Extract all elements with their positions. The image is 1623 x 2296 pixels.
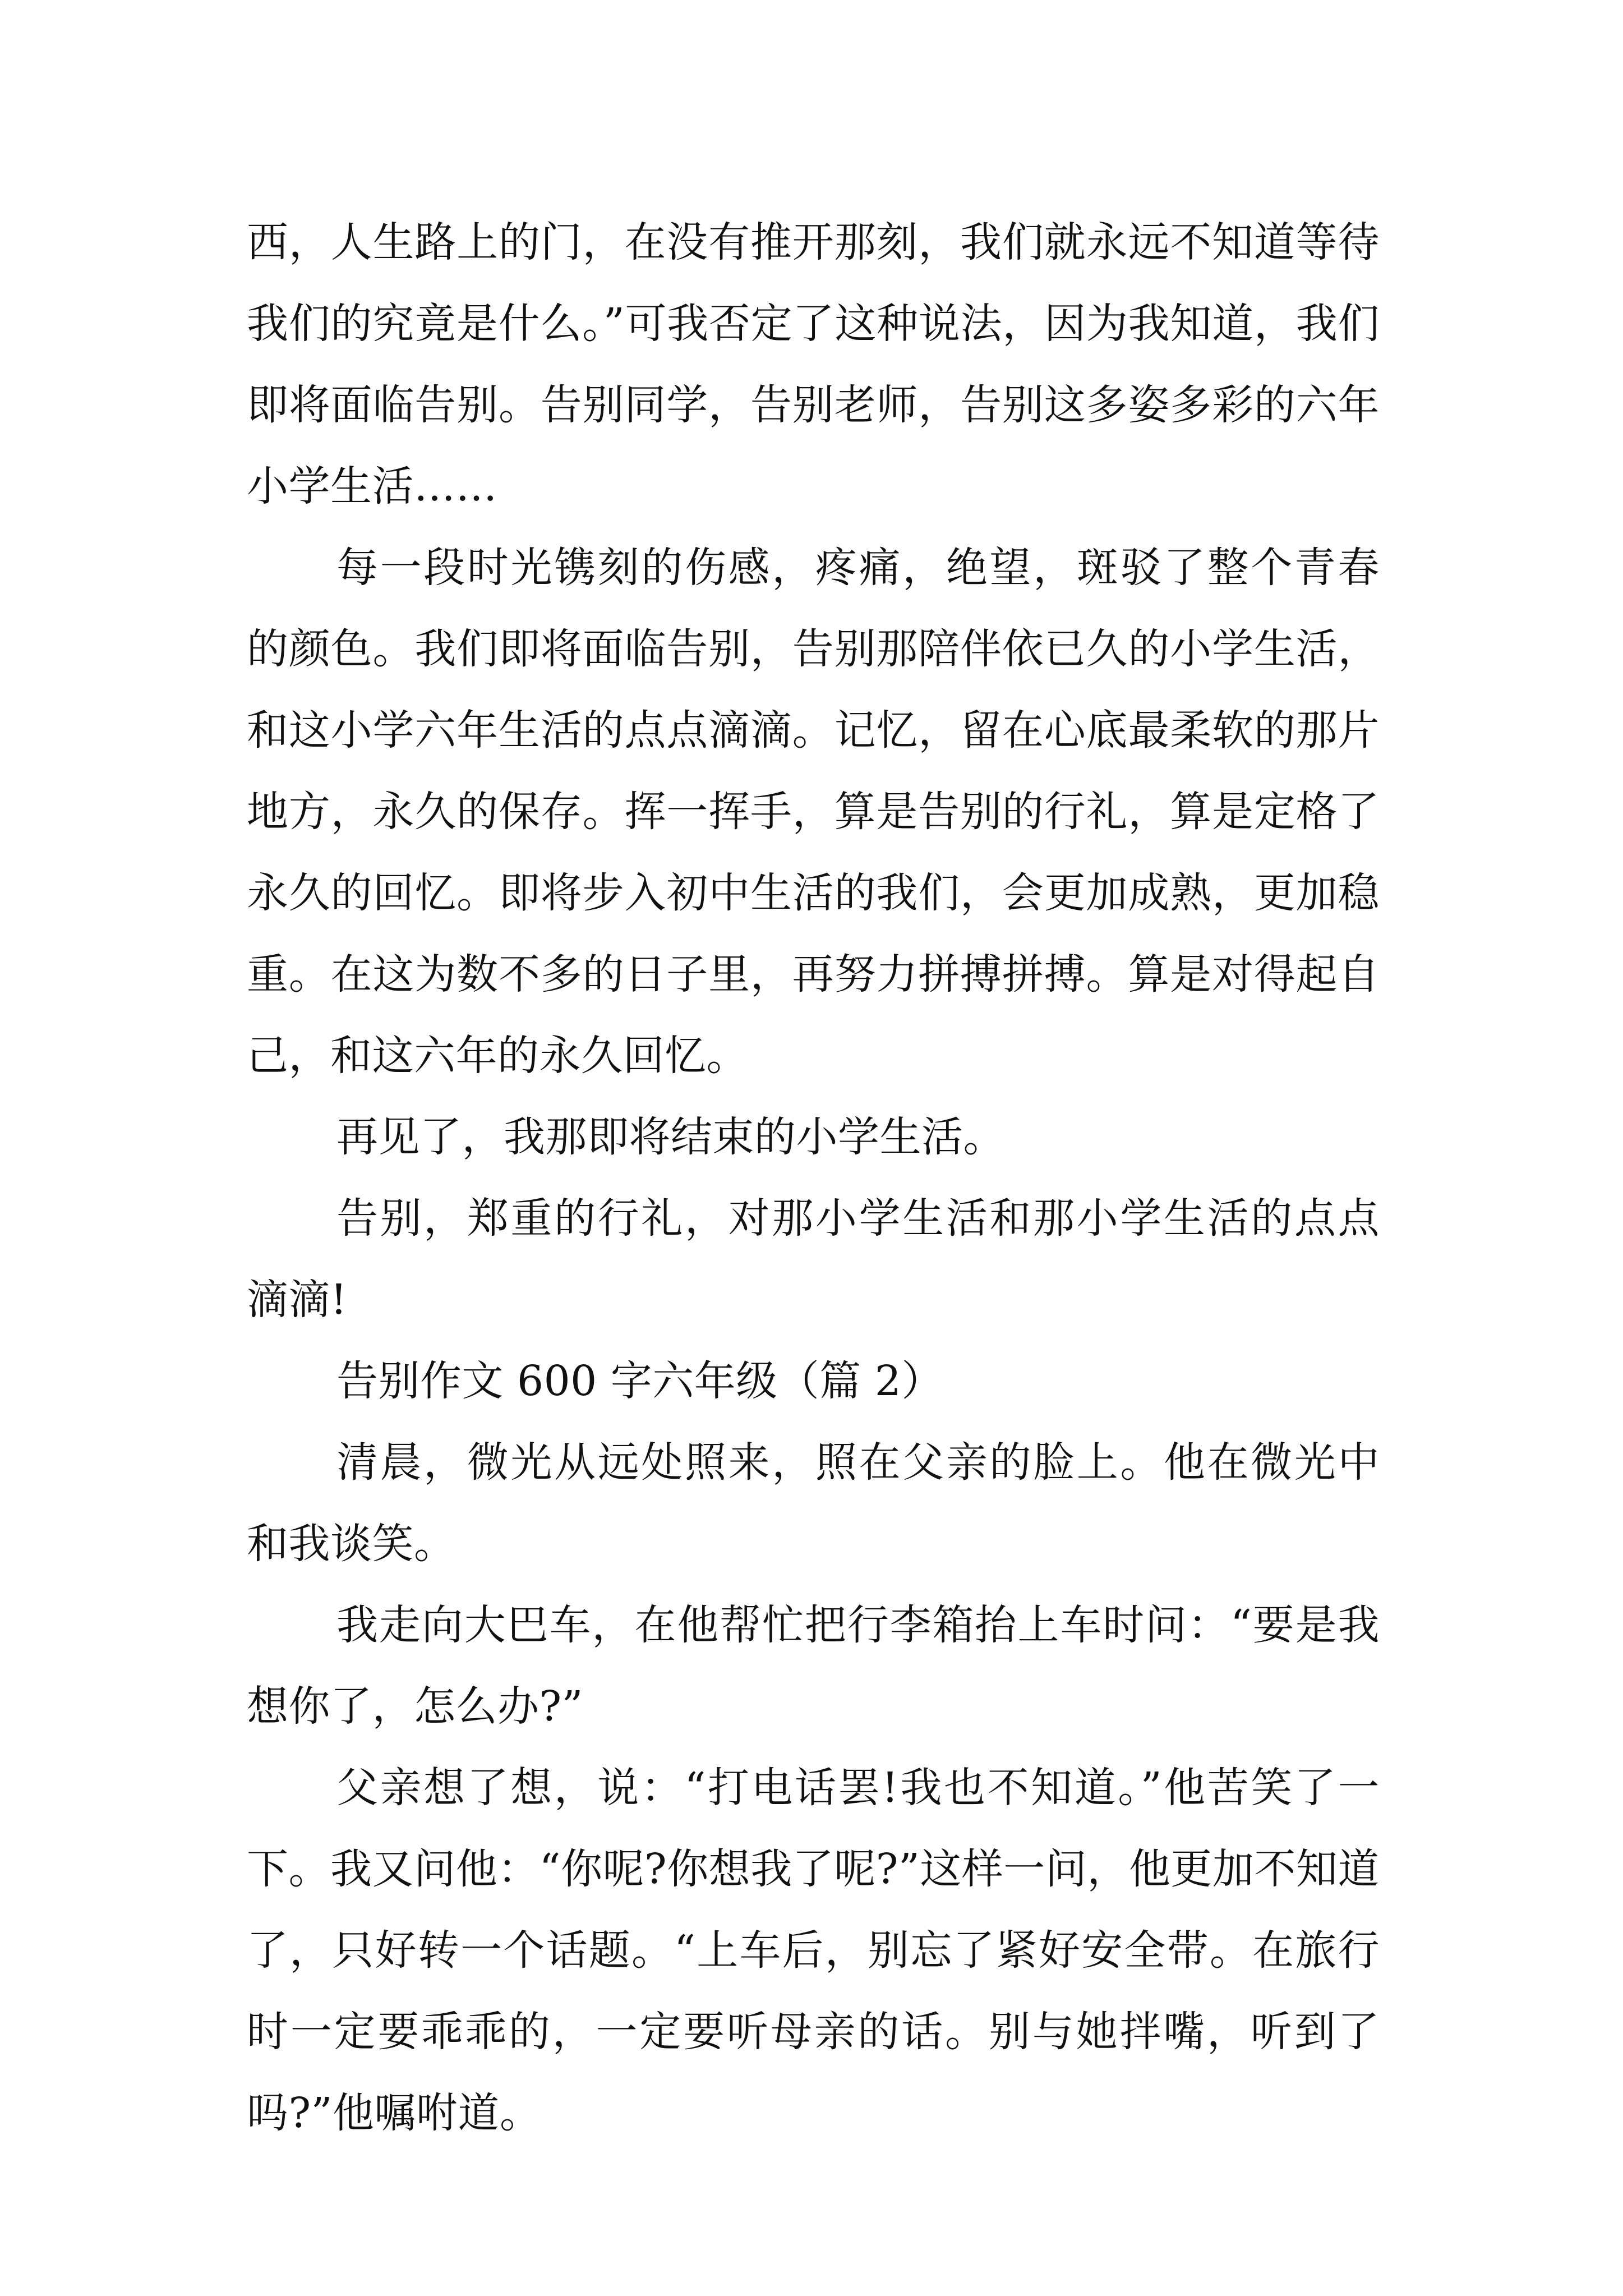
paragraph-5: 清晨，微光从远处照来，照在父亲的脸上。他在微光中和我谈笑。 bbox=[247, 1438, 1380, 1568]
section-heading: 告别作文 600 字六年级（篇 2） bbox=[336, 1357, 943, 1405]
paragraph-6: 我走向大巴车，在他帮忙把行李箱抬上车时问：“要是我想你了，怎么办?” bbox=[247, 1601, 1380, 1731]
paragraph-4: 告别，郑重的行礼，对那小学生活和那小学生活的点点滴滴! bbox=[247, 1194, 1380, 1324]
paragraph-7: 父亲想了想，说：“打电话罢!我也不知道。”他苦笑了一下。我又问他：“你呢?你想我了呢?”这样一问，他更加不知道了，只好转一个话题。“上车后，别忘了紧好安全带。在旅行时一定要乖乖的，一定要听母亲的话。别与她拌嘴，听到了吗?”他嘱咐道。 bbox=[247, 1764, 1380, 2137]
document-body bbox=[247, 202, 1380, 2154]
paragraph-1: 西，人生路上的门，在没有推开那刻，我们就永远不知道等待我们的究竟是什么。”可我否定了这种说法，因为我知道，我们即将面临告别。告别同学，告别老师，告别这多姿多彩的六年小学生活…… bbox=[247, 218, 1380, 510]
paragraph-2: 每一段时光镌刻的伤感，疼痛，绝望，斑驳了整个青春的颜色。我们即将面临告别，告别那陪伴依已久的小学生活，和这小学六年生活的点点滴滴。记忆，留在心底最柔软的那片地方，永久的保存。挥一挥手，算是告别的行礼，算是定格了永久的回忆。即将步入初中生活的我们，会更加成熟，更加稳重。在这为数不多的日子里，再努力拼搏拼搏。算是对得起自己，和这六年的永久回忆。 bbox=[247, 544, 1380, 1080]
paragraph-3: 再见了，我那即将结束的小学生活。 bbox=[336, 1113, 1005, 1161]
